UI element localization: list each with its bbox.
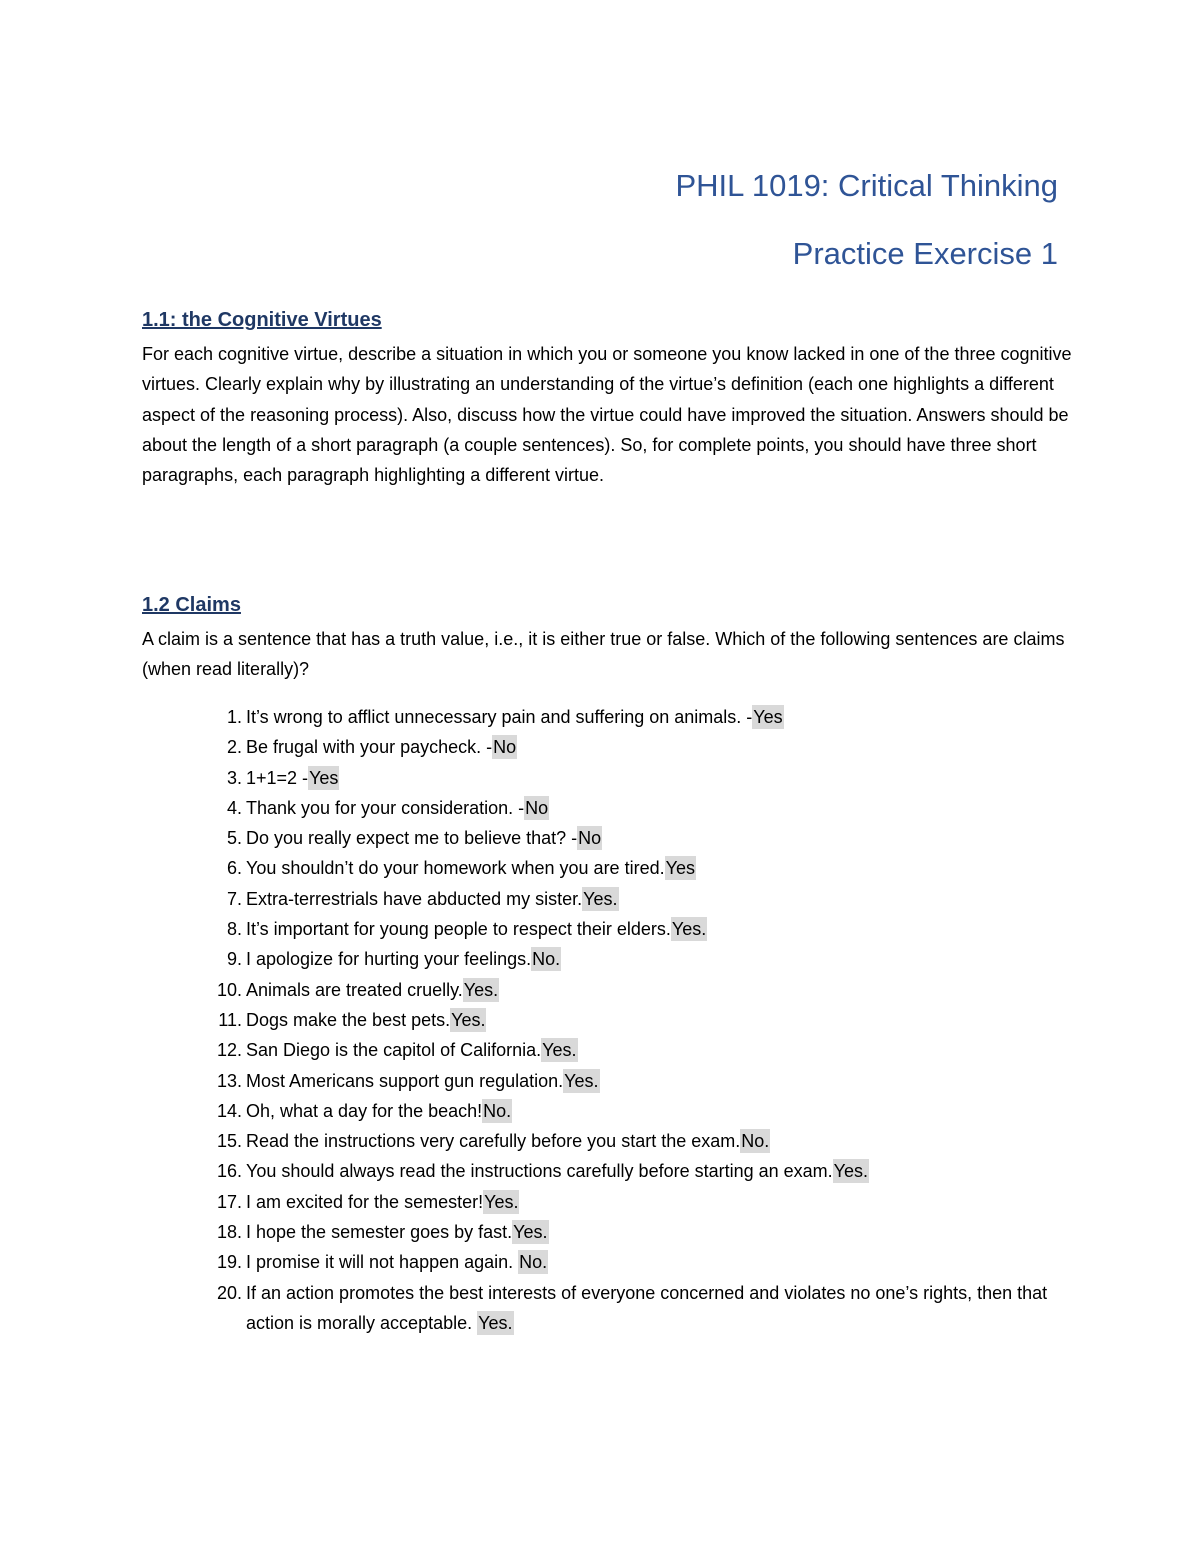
item-text: Thank you for your consideration. -	[246, 797, 525, 818]
list-item	[142, 823, 1072, 853]
item-answer: Yes.	[564, 1070, 599, 1091]
item-text: Animals are treated cruelly.	[246, 979, 463, 1000]
item-number: 7 .	[206, 884, 242, 914]
item-text: Be frugal with your paycheck. -	[246, 737, 493, 758]
list-item	[142, 1247, 1072, 1277]
item-answer: No.	[741, 1131, 770, 1152]
item-number: 12 .	[206, 1035, 242, 1065]
list-item	[142, 853, 1072, 883]
section-heading-claims: 1.2 Claims	[142, 594, 241, 616]
list-item	[142, 1005, 1072, 1035]
list-item	[142, 975, 1072, 1005]
item-number: 15 .	[206, 1126, 242, 1156]
item-number: 16 .	[206, 1156, 242, 1186]
item-text: I hope the semester goes by fast.	[246, 1222, 513, 1243]
list-item	[142, 1096, 1072, 1126]
list-item	[142, 702, 1072, 732]
item-answer: Yes	[753, 707, 783, 727]
item-answer: No	[525, 797, 549, 818]
item-number: 13 .	[206, 1066, 242, 1096]
section-body-claims: A claim is a sentence that has a truth value, i.e., it is either true or false. Which of the following sentences are claims (when read literally)?	[142, 629, 1065, 680]
item-text: You shouldn’t do your homework when you are tired.	[246, 858, 665, 879]
item-answer: Yes.	[833, 1161, 869, 1182]
item-number: 9 .	[206, 944, 242, 974]
list-item	[142, 1187, 1072, 1217]
item-text: I promise it will not happen again.	[246, 1252, 519, 1273]
item-answer: Yes.	[583, 888, 618, 909]
item-answer: Yes.	[513, 1222, 548, 1243]
item-answer: Yes.	[478, 1312, 513, 1333]
list-item	[142, 793, 1072, 823]
item-text: I am excited for the semester!	[246, 1191, 484, 1212]
list-item	[142, 1035, 1072, 1065]
list-item	[142, 1066, 1072, 1096]
section-heading-cognitive-virtues: 1.1: the Cognitive Virtues	[142, 309, 382, 331]
item-number: 3 .	[206, 763, 242, 793]
item-number: 1 .	[206, 702, 242, 732]
item-text: You should always read the instructions carefully before starting an exam.	[246, 1161, 833, 1182]
item-number: 11 .	[206, 1005, 242, 1035]
item-answer: Yes	[665, 858, 695, 879]
list-item	[142, 1278, 1072, 1339]
item-text: It’s important for young people to respect their elders.	[246, 919, 671, 940]
list-item	[142, 763, 1072, 793]
list-item	[142, 1156, 1072, 1186]
item-number: 14 .	[206, 1096, 242, 1126]
list-item	[142, 944, 1072, 974]
item-number: 19 .	[206, 1247, 242, 1277]
item-text: Dogs make the best pets.	[246, 1009, 451, 1030]
item-text: Read the instructions very carefully before you start the exam.	[246, 1131, 741, 1152]
item-text: Extra-terrestrials have abducted my sister.	[246, 888, 583, 909]
item-text: Most Americans support gun regulation.	[246, 1070, 564, 1091]
item-answer: Yes	[309, 767, 339, 788]
item-answer: No.	[532, 949, 561, 970]
item-number: 2 .	[206, 732, 242, 762]
item-answer: Yes.	[542, 1040, 577, 1061]
item-answer: Yes.	[671, 919, 707, 940]
item-number: 17 .	[206, 1187, 242, 1217]
item-number: 5 .	[206, 823, 242, 853]
item-number: 10 .	[206, 975, 242, 1005]
claims-list	[142, 702, 1072, 1338]
item-number: 8 .	[206, 914, 242, 944]
section-body-cognitive-virtues: For each cognitive virtue, describe a situation in which you or someone you know lacked in one of the three cognitive virtues. Clearly explain why by illustrating an understanding of the virtue’s definition (each one highlights a different aspect of the reasoning process). Also, discuss how the virtue could have improved the situation. Answers should be about the length of a short paragraph (a couple sentences). So, for complete points, you should have three short paragraphs, each paragraph highlighting a different virtue.	[142, 344, 1072, 486]
exercise-title: Practice Exercise 1	[792, 236, 1058, 271]
item-answer: No.	[519, 1252, 548, 1273]
item-number: 6 .	[206, 853, 242, 883]
item-text: San Diego is the capitol of California.	[246, 1040, 542, 1061]
item-answer: Yes.	[484, 1191, 519, 1212]
item-text: Do you really expect me to believe that? -	[246, 828, 578, 849]
item-number: 20 .	[206, 1278, 242, 1308]
item-answer: No	[578, 828, 602, 849]
list-item	[142, 914, 1072, 944]
item-number: 18 .	[206, 1217, 242, 1247]
item-number: 4 .	[206, 793, 242, 823]
item-text: 1+1=2 -	[246, 767, 309, 788]
list-item	[142, 732, 1072, 762]
item-text: If an action promotes the best interests of everyone concerned and violates no one’s rights, then that action is morally acceptable.	[246, 1282, 1048, 1333]
item-answer: Yes.	[463, 979, 499, 1000]
course-title: PHIL 1019: Critical Thinking	[675, 168, 1058, 203]
item-text: Oh, what a day for the beach!	[246, 1100, 483, 1121]
list-item	[142, 884, 1072, 914]
item-text: I apologize for hurting your feelings.	[246, 949, 532, 970]
item-answer: Yes.	[451, 1009, 486, 1030]
item-answer: No	[493, 737, 517, 758]
item-answer: No.	[483, 1100, 512, 1121]
list-item	[142, 1217, 1072, 1247]
item-text: It’s wrong to afflict unnecessary pain and suffering on animals. -	[246, 707, 753, 727]
list-item	[142, 1126, 1072, 1156]
